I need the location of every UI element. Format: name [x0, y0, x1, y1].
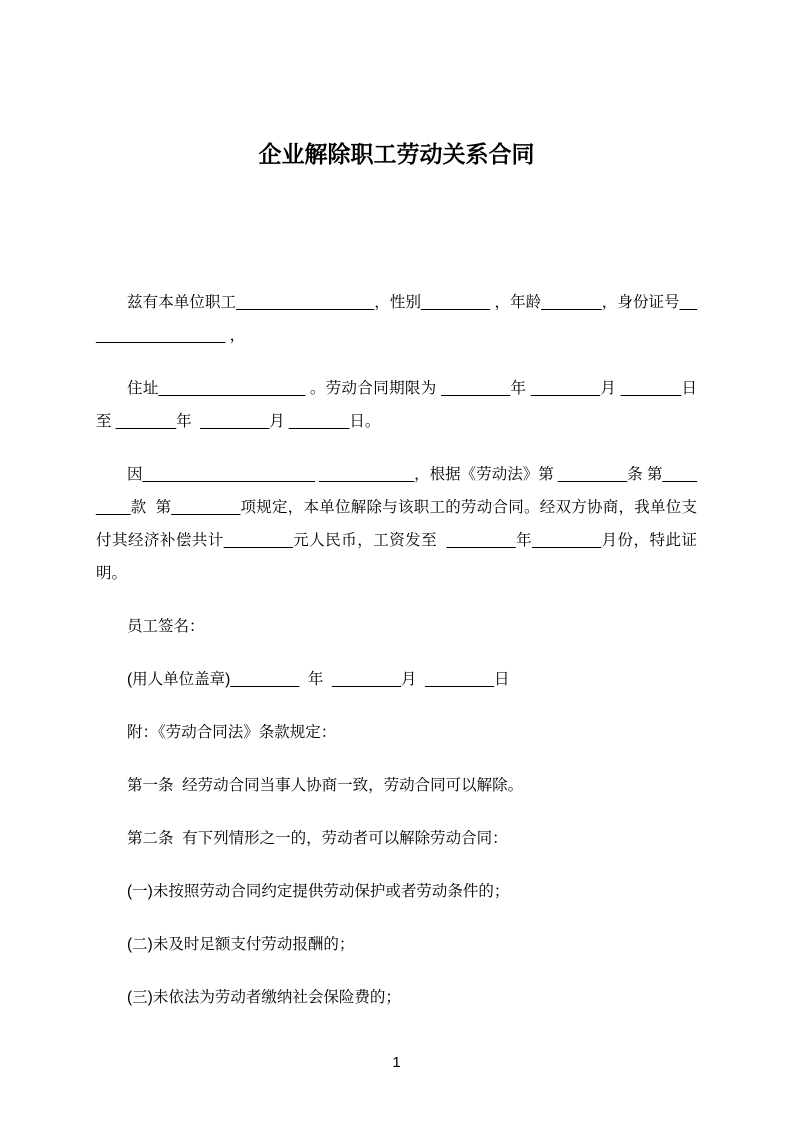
clause-1: 第一条 经劳动合同当事人协商一致，劳动合同可以解除。 — [127, 777, 524, 794]
reason-compensation-paragraph: 因____________________ ___________，根据《劳动法》第 ________条 第________款 第________项规定，本单位解除与该职工的劳动合同。经双方协商，我单位支付其经济补偿共计________元人民币，工资发至 ________年________月份，特此证明。 — [96, 466, 697, 582]
document-title: 企业解除职工劳动关系合同 — [258, 141, 535, 167]
address-contract-term-paragraph: 住址_________________ 。劳动合同期限为 ________年 ________月 _______日 至 _______年 ________月 _______日。 — [96, 380, 702, 430]
document-body — [96, 286, 702, 1014]
intro-employee-info-paragraph: 兹有本单位职工________________，性别________ ，年龄_______，身份证号_________________ ， — [96, 294, 697, 344]
clause-2: 第二条 有下列情形之一的，劳动者可以解除劳动合同： — [127, 830, 508, 847]
employee-signature-label: 员工签名： — [127, 618, 205, 635]
employer-seal-date-line: (用人单位盖章)________ 年 ________月 ________日 — [127, 671, 510, 688]
clause-2-item-1: (一)未按照劳动合同约定提供劳动保护或者劳动条件的； — [127, 883, 510, 900]
appendix-heading: 附：《劳动合同法》条款规定： — [127, 724, 337, 741]
clause-2-item-3: (三)未依法为劳动者缴纳社会保险费的； — [127, 989, 401, 1006]
page-number: 1 — [392, 1054, 401, 1071]
clause-2-item-2: (二)未及时足额支付劳动报酬的； — [127, 936, 355, 953]
